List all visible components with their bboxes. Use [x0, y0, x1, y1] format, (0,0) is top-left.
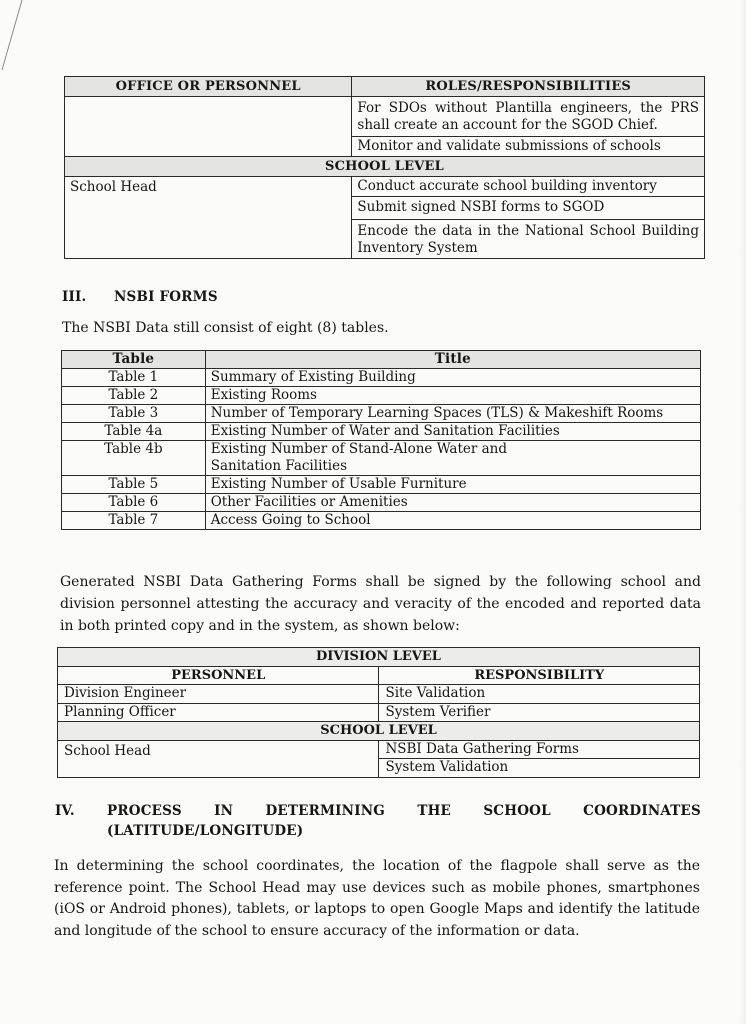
section-number: III.: [62, 289, 87, 305]
section-number: IV.: [55, 803, 75, 819]
table-row: [62, 423, 701, 441]
page-fold-edge: [0, 0, 30, 80]
signing-paragraph: Generated NSBI Data Gathering Forms shall be signed by the following school and division personnel attesting the accuracy and veracity of the encoded and reported data in both printed copy and in the system, as shown below:: [60, 574, 701, 634]
table-row: [62, 441, 701, 476]
section-heading-school-coordinates: [55, 803, 701, 839]
role-cell: Encode the data in the National School Building Inventory System: [352, 220, 705, 259]
table-row: [58, 703, 700, 722]
table-id-cell: Table 3: [62, 405, 206, 423]
office-cell: School Head: [65, 177, 352, 259]
column-header-responsibility: RESPONSIBILITY: [379, 666, 700, 685]
table-row: [62, 512, 701, 530]
responsibility-cell: System Verifier: [379, 703, 700, 722]
title-word: SCHOOL: [483, 803, 551, 819]
section-title-line2: (LATITUDE/LONGITUDE): [107, 823, 304, 839]
section-title-line1: [107, 803, 701, 819]
column-header-title: Title: [205, 351, 700, 369]
nsbi-intro-text: The NSBI Data still consist of eight (8) tables.: [62, 320, 389, 336]
table-id-cell: Table 5: [62, 476, 206, 494]
title-word: DETERMINING: [265, 803, 386, 819]
table-row: [62, 405, 701, 423]
table-id-cell: Table 7: [62, 512, 206, 530]
personnel-cell: School Head: [58, 740, 379, 777]
table-row: [62, 369, 701, 387]
school-level-row: [65, 157, 705, 177]
school-level-label: SCHOOL LEVEL: [58, 722, 700, 741]
table-row: [62, 476, 701, 494]
section-heading-nsbi-forms: [62, 289, 218, 305]
role-cell: Conduct accurate school building inventory: [352, 177, 705, 197]
table-title-cell: Existing Number of Stand-Alone Water and Sanitation Facilities: [205, 441, 700, 476]
table-row: [58, 740, 700, 759]
role-cell: For SDOs without Plantilla engineers, the PRS shall create an account for the SGOD Chief.: [352, 97, 705, 137]
school-level-label: SCHOOL LEVEL: [65, 157, 705, 177]
table-id-cell: Table 4b: [62, 441, 206, 476]
table-title-cell: Existing Rooms: [205, 387, 700, 405]
table-row: [62, 494, 701, 512]
column-header-table: Table: [62, 351, 206, 369]
table-title-cell: Number of Temporary Learning Spaces (TLS) & Makeshift Rooms: [205, 405, 700, 423]
responsibility-cell: System Validation: [379, 759, 700, 778]
table-row: [65, 177, 705, 197]
division-level-row: [58, 648, 700, 667]
school-level-row: [58, 722, 700, 741]
role-cell: Submit signed NSBI forms to SGOD: [352, 197, 705, 220]
table-row: [62, 387, 701, 405]
responsibility-cell: Site Validation: [379, 685, 700, 704]
table-row: [58, 685, 700, 704]
division-level-label: DIVISION LEVEL: [58, 648, 700, 667]
table-header-row: [65, 77, 705, 97]
table-title-cell: Existing Number of Usable Furniture: [205, 476, 700, 494]
table-row: [65, 97, 705, 137]
coordinates-paragraph: In determining the school coordinates, the location of the flagpole shall serve as the reference point. The School Head may use devices such as mobile phones, smartphones (iOS or Android phones), tablets, or laptops to open Google Maps and identify the latitude and longitude of the school to ensure accuracy of the information or data.: [54, 858, 700, 939]
nsbi-forms-table: [61, 350, 701, 530]
column-header-personnel: PERSONNEL: [58, 666, 379, 685]
table-title-cell: Summary of Existing Building: [205, 369, 700, 387]
table-id-cell: Table 6: [62, 494, 206, 512]
table-header-row: [58, 666, 700, 685]
table-title-cell: Access Going to School: [205, 512, 700, 530]
table-title-cell: Existing Number of Water and Sanitation Facilities: [205, 423, 700, 441]
section-title: NSBI FORMS: [114, 289, 218, 305]
title-word: IN: [214, 803, 234, 819]
table-id-cell: Table 4a: [62, 423, 206, 441]
column-header-roles: ROLES/RESPONSIBILITIES: [352, 77, 705, 97]
role-cell: Monitor and validate submissions of schools: [352, 137, 705, 157]
office-cell: [65, 97, 352, 157]
personnel-cell: Division Engineer: [58, 685, 379, 704]
table-id-cell: Table 1: [62, 369, 206, 387]
responsibility-cell: NSBI Data Gathering Forms: [379, 740, 700, 759]
table-title-cell: Other Facilities or Amenities: [205, 494, 700, 512]
title-word: THE: [417, 803, 452, 819]
roles-responsibilities-table: [64, 76, 705, 259]
table-id-cell: Table 2: [62, 387, 206, 405]
title-word: COORDINATES: [583, 803, 701, 819]
signing-personnel-table: [57, 647, 700, 778]
personnel-cell: Planning Officer: [58, 703, 379, 722]
column-header-office: OFFICE OR PERSONNEL: [65, 77, 352, 97]
title-word: PROCESS: [107, 803, 182, 819]
table-header-row: [62, 351, 701, 369]
page-shadow: [738, 0, 746, 1024]
